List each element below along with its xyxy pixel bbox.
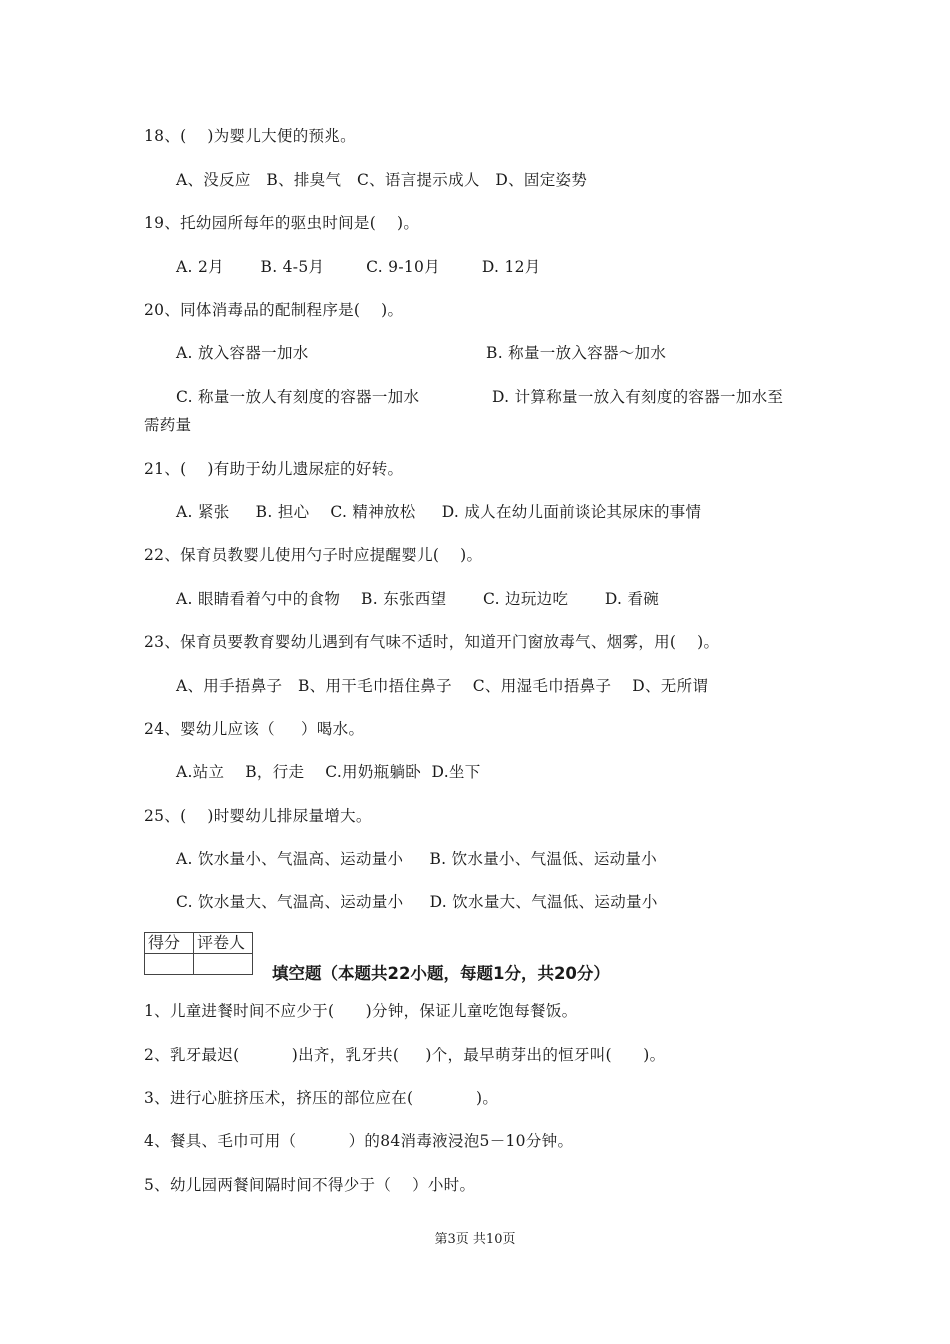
- section-title: 填空题（本题共22小题，每题1分，共20分）: [272, 964, 610, 983]
- grader-cell: [194, 954, 253, 975]
- question-21-stem: 21、( )有助于幼儿遗尿症的好转。: [144, 460, 404, 478]
- question-21-options: A. 紧张 B. 担心 C. 精神放松 D. 成人在幼儿面前谈论其尿床的事情: [176, 503, 702, 521]
- score-table: [144, 932, 253, 975]
- question-20-option-c: C. 称量一放人有刻度的容器一加水: [176, 388, 420, 406]
- page-footer: 第3页 共10页: [434, 1232, 516, 1247]
- question-19-options: A. 2月 B. 4-5月 C. 9-10月 D. 12月: [176, 258, 541, 276]
- question-25-options-ab: A. 饮水量小、气温高、运动量小 B. 饮水量小、气温低、运动量小: [176, 850, 658, 868]
- question-20-option-d-continued: 需药量: [144, 416, 192, 434]
- grader-header: 评卷人: [194, 933, 253, 954]
- question-23-stem: 23、保育员要教育婴幼儿遇到有气味不适时，知道开门窗放毒气、烟雾，用( )。: [144, 633, 720, 651]
- question-24-stem: 24、婴幼儿应该（ ）喝水。: [144, 720, 365, 738]
- question-22-options: A. 眼睛看着勺中的食物 B. 东张西望 C. 边玩边吃 D. 看碗: [176, 590, 660, 608]
- score-cell: [145, 954, 194, 975]
- question-25-stem: 25、( )时婴幼儿排尿量增大。: [144, 807, 372, 825]
- fill-in-question-5: 5、幼儿园两餐间隔时间不得少于（ ）小时。: [144, 1176, 476, 1194]
- question-19-stem: 19、托幼园所每年的驱虫时间是( )。: [144, 214, 420, 232]
- question-18-options: A、没反应 B、排臭气 C、语言提示成人 D、固定姿势: [176, 171, 588, 189]
- question-18-stem: 18、( )为婴儿大便的预兆。: [144, 127, 356, 145]
- question-20-option-d: D. 计算称量一放入有刻度的容器一加水至: [492, 388, 784, 406]
- question-20-option-a: A. 放入容器一加水: [176, 344, 309, 362]
- score-header: 得分: [145, 933, 194, 954]
- question-23-options: A、用手捂鼻子 B、用干毛巾捂住鼻子 C、用湿毛巾捂鼻子 D、无所谓: [176, 677, 709, 695]
- fill-in-question-2: 2、乳牙最迟( )出齐，乳牙共( )个，最早萌芽出的恒牙叫( )。: [144, 1046, 666, 1064]
- question-24-options: A.站立 B，行走 C.用奶瓶躺卧 D.坐下: [176, 763, 481, 781]
- question-22-stem: 22、保育员教婴儿使用勺子时应提醒婴儿( )。: [144, 546, 483, 564]
- fill-in-question-1: 1、儿童进餐时间不应少于( )分钟，保证儿童吃饱每餐饭。: [144, 1002, 578, 1020]
- question-25-options-cd: C. 饮水量大、气温高、运动量小 D. 饮水量大、气温低、运动量小: [176, 893, 658, 911]
- question-20-option-b: B. 称量一放入容器～加水: [486, 344, 667, 362]
- question-20-stem: 20、同体消毒品的配制程序是( )。: [144, 301, 404, 319]
- fill-in-question-4: 4、餐具、毛巾可用（ ）的84消毒液浸泡5－10分钟。: [144, 1132, 574, 1150]
- fill-in-question-3: 3、进行心脏挤压术，挤压的部位应在( )。: [144, 1089, 499, 1107]
